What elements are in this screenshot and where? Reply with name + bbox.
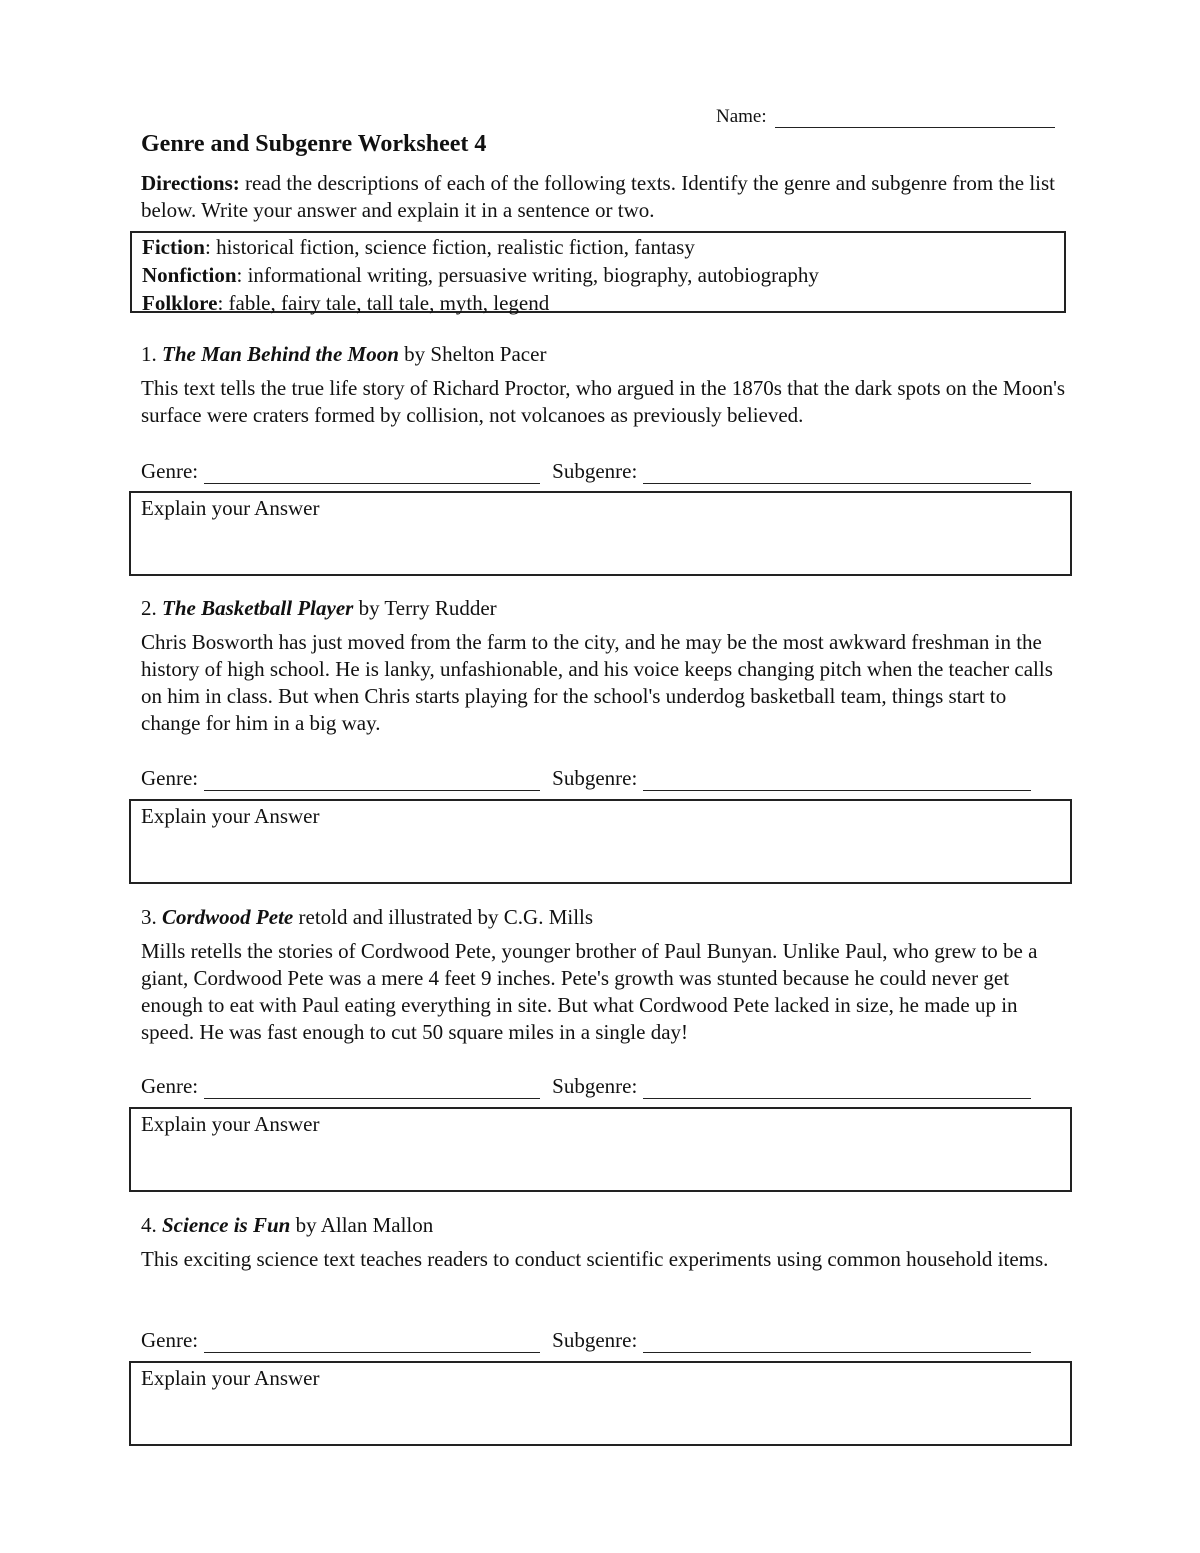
answer-row-2 xyxy=(141,766,1031,791)
question-description: This text tells the true life story of Richard Proctor, who argued in the 1870s that the dark spots on the Moon's surface were craters formed by collision, not volcanoes as previously believed. xyxy=(141,376,1066,427)
subgenre-label: Subgenre: xyxy=(552,1074,638,1098)
directions-label: Directions: xyxy=(141,171,240,195)
explain-answer-box-4[interactable] xyxy=(129,1361,1072,1446)
subgenre-answer-blank[interactable] xyxy=(643,770,1031,791)
explain-answer-box-3[interactable] xyxy=(129,1107,1072,1192)
question-heading xyxy=(141,340,1071,368)
question-number: 2. xyxy=(141,596,157,620)
question-title: The Man Behind the Moon xyxy=(162,342,399,366)
subgenre-answer-blank[interactable] xyxy=(643,1078,1031,1099)
question-heading xyxy=(141,903,1071,931)
subgenre-label: Subgenre: xyxy=(552,766,638,790)
explain-label: Explain your Answer xyxy=(141,804,320,828)
question-heading xyxy=(141,1211,1071,1239)
question-byline: by Allan Mallon xyxy=(290,1213,434,1237)
explain-label: Explain your Answer xyxy=(141,1112,320,1136)
name-label: Name: xyxy=(716,106,767,127)
answer-row-4 xyxy=(141,1328,1031,1353)
question-byline: by Terry Rudder xyxy=(353,596,497,620)
question-4 xyxy=(141,1211,1071,1273)
genre-answer-blank[interactable] xyxy=(204,1332,540,1353)
explain-label: Explain your Answer xyxy=(141,1366,320,1390)
page-title: Genre and Subgenre Worksheet 4 xyxy=(141,131,487,157)
subgenre-answer-blank[interactable] xyxy=(643,463,1031,484)
genre-name: Fiction xyxy=(142,235,205,259)
genre-label: Genre: xyxy=(141,1074,199,1098)
answer-row-3 xyxy=(141,1074,1031,1099)
genre-list-item xyxy=(142,261,1064,289)
genre-label: Genre: xyxy=(141,459,199,483)
question-title: Science is Fun xyxy=(162,1213,291,1237)
question-title: The Basketball Player xyxy=(162,596,354,620)
genre-name: Nonfiction xyxy=(142,263,237,287)
genre-answer-blank[interactable] xyxy=(204,463,540,484)
question-number: 1. xyxy=(141,342,157,366)
question-1 xyxy=(141,340,1071,429)
directions xyxy=(141,170,1081,224)
question-description: Chris Bosworth has just moved from the farm to the city, and he may be the most awkward freshman in the history of high school. He is lanky, unfashionable, and his voice keeps changing pitch when the teacher calls on him in class. But when Chris starts playing for the school's underdog basketball team, things start to change for him in a big way. xyxy=(141,630,1053,735)
genre-list-item xyxy=(142,233,1064,261)
question-3 xyxy=(141,903,1071,1046)
genre-subgenres: : fable, fairy tale, tall tale, myth, legend xyxy=(217,291,550,315)
question-number: 3. xyxy=(141,905,157,929)
genre-answer-blank[interactable] xyxy=(204,770,540,791)
genre-answer-blank[interactable] xyxy=(204,1078,540,1099)
genre-subgenres: : historical fiction, science fiction, realistic fiction, fantasy xyxy=(205,235,695,259)
genre-label: Genre: xyxy=(141,1328,199,1352)
explain-label: Explain your Answer xyxy=(141,496,320,520)
question-description: Mills retells the stories of Cordwood Pete, younger brother of Paul Bunyan. Unlike Paul, who grew to be a giant, Cordwood Pete was a mere 4 feet 9 inches. Pete's growth was stunted because he could never get enough to eat with Paul eating everything in site. But what Cordwood Pete lacked in size, he made up in speed. He was fast enough to cut 50 square miles in a single day! xyxy=(141,939,1038,1044)
question-number: 4. xyxy=(141,1213,157,1237)
directions-text: read the descriptions of each of the following texts. Identify the genre and subgenre from the list below. Write your answer and explain it in a sentence or two. xyxy=(141,171,1056,222)
question-2 xyxy=(141,594,1071,737)
question-byline: by Shelton Pacer xyxy=(398,342,547,366)
genre-label: Genre: xyxy=(141,766,199,790)
genre-subgenres: : informational writing, persuasive writing, biography, autobiography xyxy=(236,263,819,287)
subgenre-label: Subgenre: xyxy=(552,459,638,483)
genre-list-box xyxy=(130,231,1066,313)
name-field xyxy=(716,106,1055,128)
subgenre-label: Subgenre: xyxy=(552,1328,638,1352)
subgenre-answer-blank[interactable] xyxy=(643,1332,1031,1353)
question-title: Cordwood Pete xyxy=(162,905,294,929)
genre-list-item xyxy=(142,289,1064,317)
name-blank[interactable] xyxy=(775,107,1055,128)
explain-answer-box-1[interactable] xyxy=(129,491,1072,576)
genre-name: Folklore xyxy=(142,291,218,315)
question-description: This exciting science text teaches readers to conduct scientific experiments using common household items. xyxy=(141,1247,1049,1271)
question-byline: retold and illustrated by C.G. Mills xyxy=(293,905,594,929)
explain-answer-box-2[interactable] xyxy=(129,799,1072,884)
answer-row-1 xyxy=(141,459,1031,484)
question-heading xyxy=(141,594,1071,622)
